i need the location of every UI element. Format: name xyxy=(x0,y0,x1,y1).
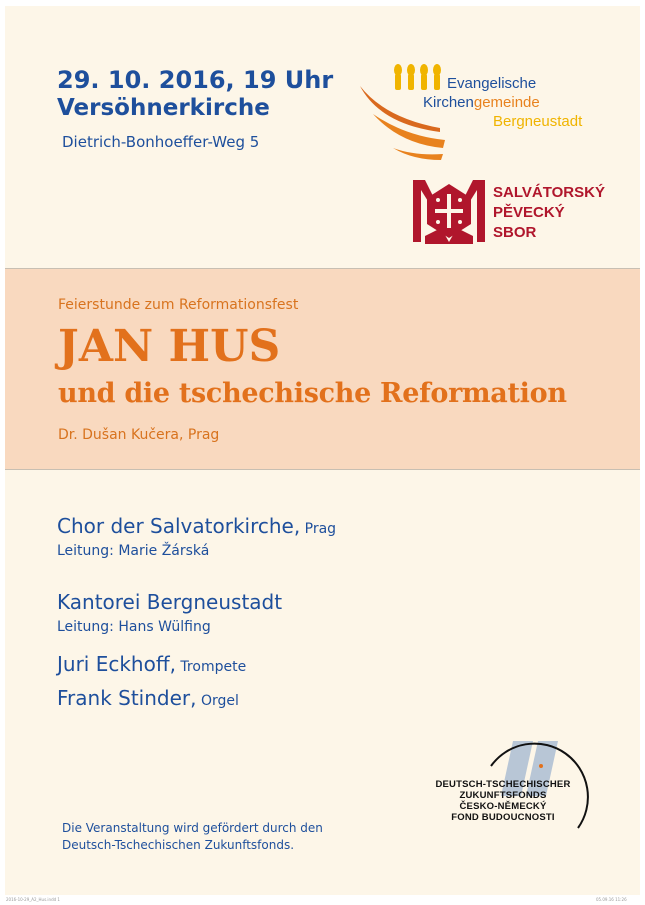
performer-name xyxy=(57,589,282,618)
subtitle: Feierstunde zum Reformationsfest xyxy=(58,297,299,313)
salvator-choir-logo-icon xyxy=(411,176,487,246)
performer-name-text: Frank Stinder, xyxy=(57,686,197,710)
print-slug-left: 2016-10-29_A2_Hus.indd 1 xyxy=(6,897,60,902)
ekg-line2 xyxy=(423,93,540,112)
svs-line3: SBOR xyxy=(493,224,537,241)
performer-lead: Leitung: Marie Žárská xyxy=(57,543,210,559)
address: Dietrich-Bonhoeffer-Weg 5 xyxy=(62,133,260,151)
ekg-line2b: gemeinde xyxy=(473,94,540,111)
dtz-line2: ZUKUNFTSFONDS xyxy=(459,790,547,801)
secondary-title: und die tschechische Reformation xyxy=(58,378,567,409)
svs-line2: PĚVECKÝ xyxy=(493,204,565,221)
footer-note-line2: Deutsch-Tschechischen Zukunftsfonds. xyxy=(62,838,295,852)
performer-suffix: Trompete xyxy=(175,659,247,675)
performer-suffix: Orgel xyxy=(196,693,239,709)
print-slug-right: 05.09.16 11:26 xyxy=(596,897,627,902)
footer-note-line1: Die Veranstaltung wird gefördert durch den xyxy=(62,821,323,835)
ekg-line3: Bergneustadt xyxy=(493,113,583,130)
dtz-line4: FOND BUDOUCNOSTI xyxy=(451,812,555,823)
performer-name-text: Kantorei Bergneustadt xyxy=(57,590,283,614)
date-time: 29. 10. 2016, 19 Uhr xyxy=(57,66,334,94)
svs-line1: SALVÁTORSKÝ xyxy=(493,184,605,201)
performer-name-text: Juri Eckhoff, xyxy=(57,652,176,676)
performer-name xyxy=(57,685,239,714)
venue: Versöhnerkirche xyxy=(57,95,270,121)
dtz-line1: DEUTSCH-TSCHECHISCHER xyxy=(435,779,571,790)
ekg-line1: Evangelische xyxy=(447,75,537,92)
performer-suffix: Prag xyxy=(300,521,337,537)
performer-name-text: Chor der Salvatorkirche, xyxy=(57,514,301,538)
ekg-line2a: Kirchen xyxy=(423,94,474,111)
poster xyxy=(5,6,640,895)
performer-name xyxy=(57,513,336,542)
speaker: Dr. Dušan Kučera, Prag xyxy=(58,427,220,443)
performer-name xyxy=(57,651,246,680)
dtz-line3: ČESKO-NĚMECKÝ xyxy=(459,801,547,812)
performer-lead: Leitung: Hans Wülfing xyxy=(57,619,211,635)
main-title: JAN HUS xyxy=(58,321,281,372)
